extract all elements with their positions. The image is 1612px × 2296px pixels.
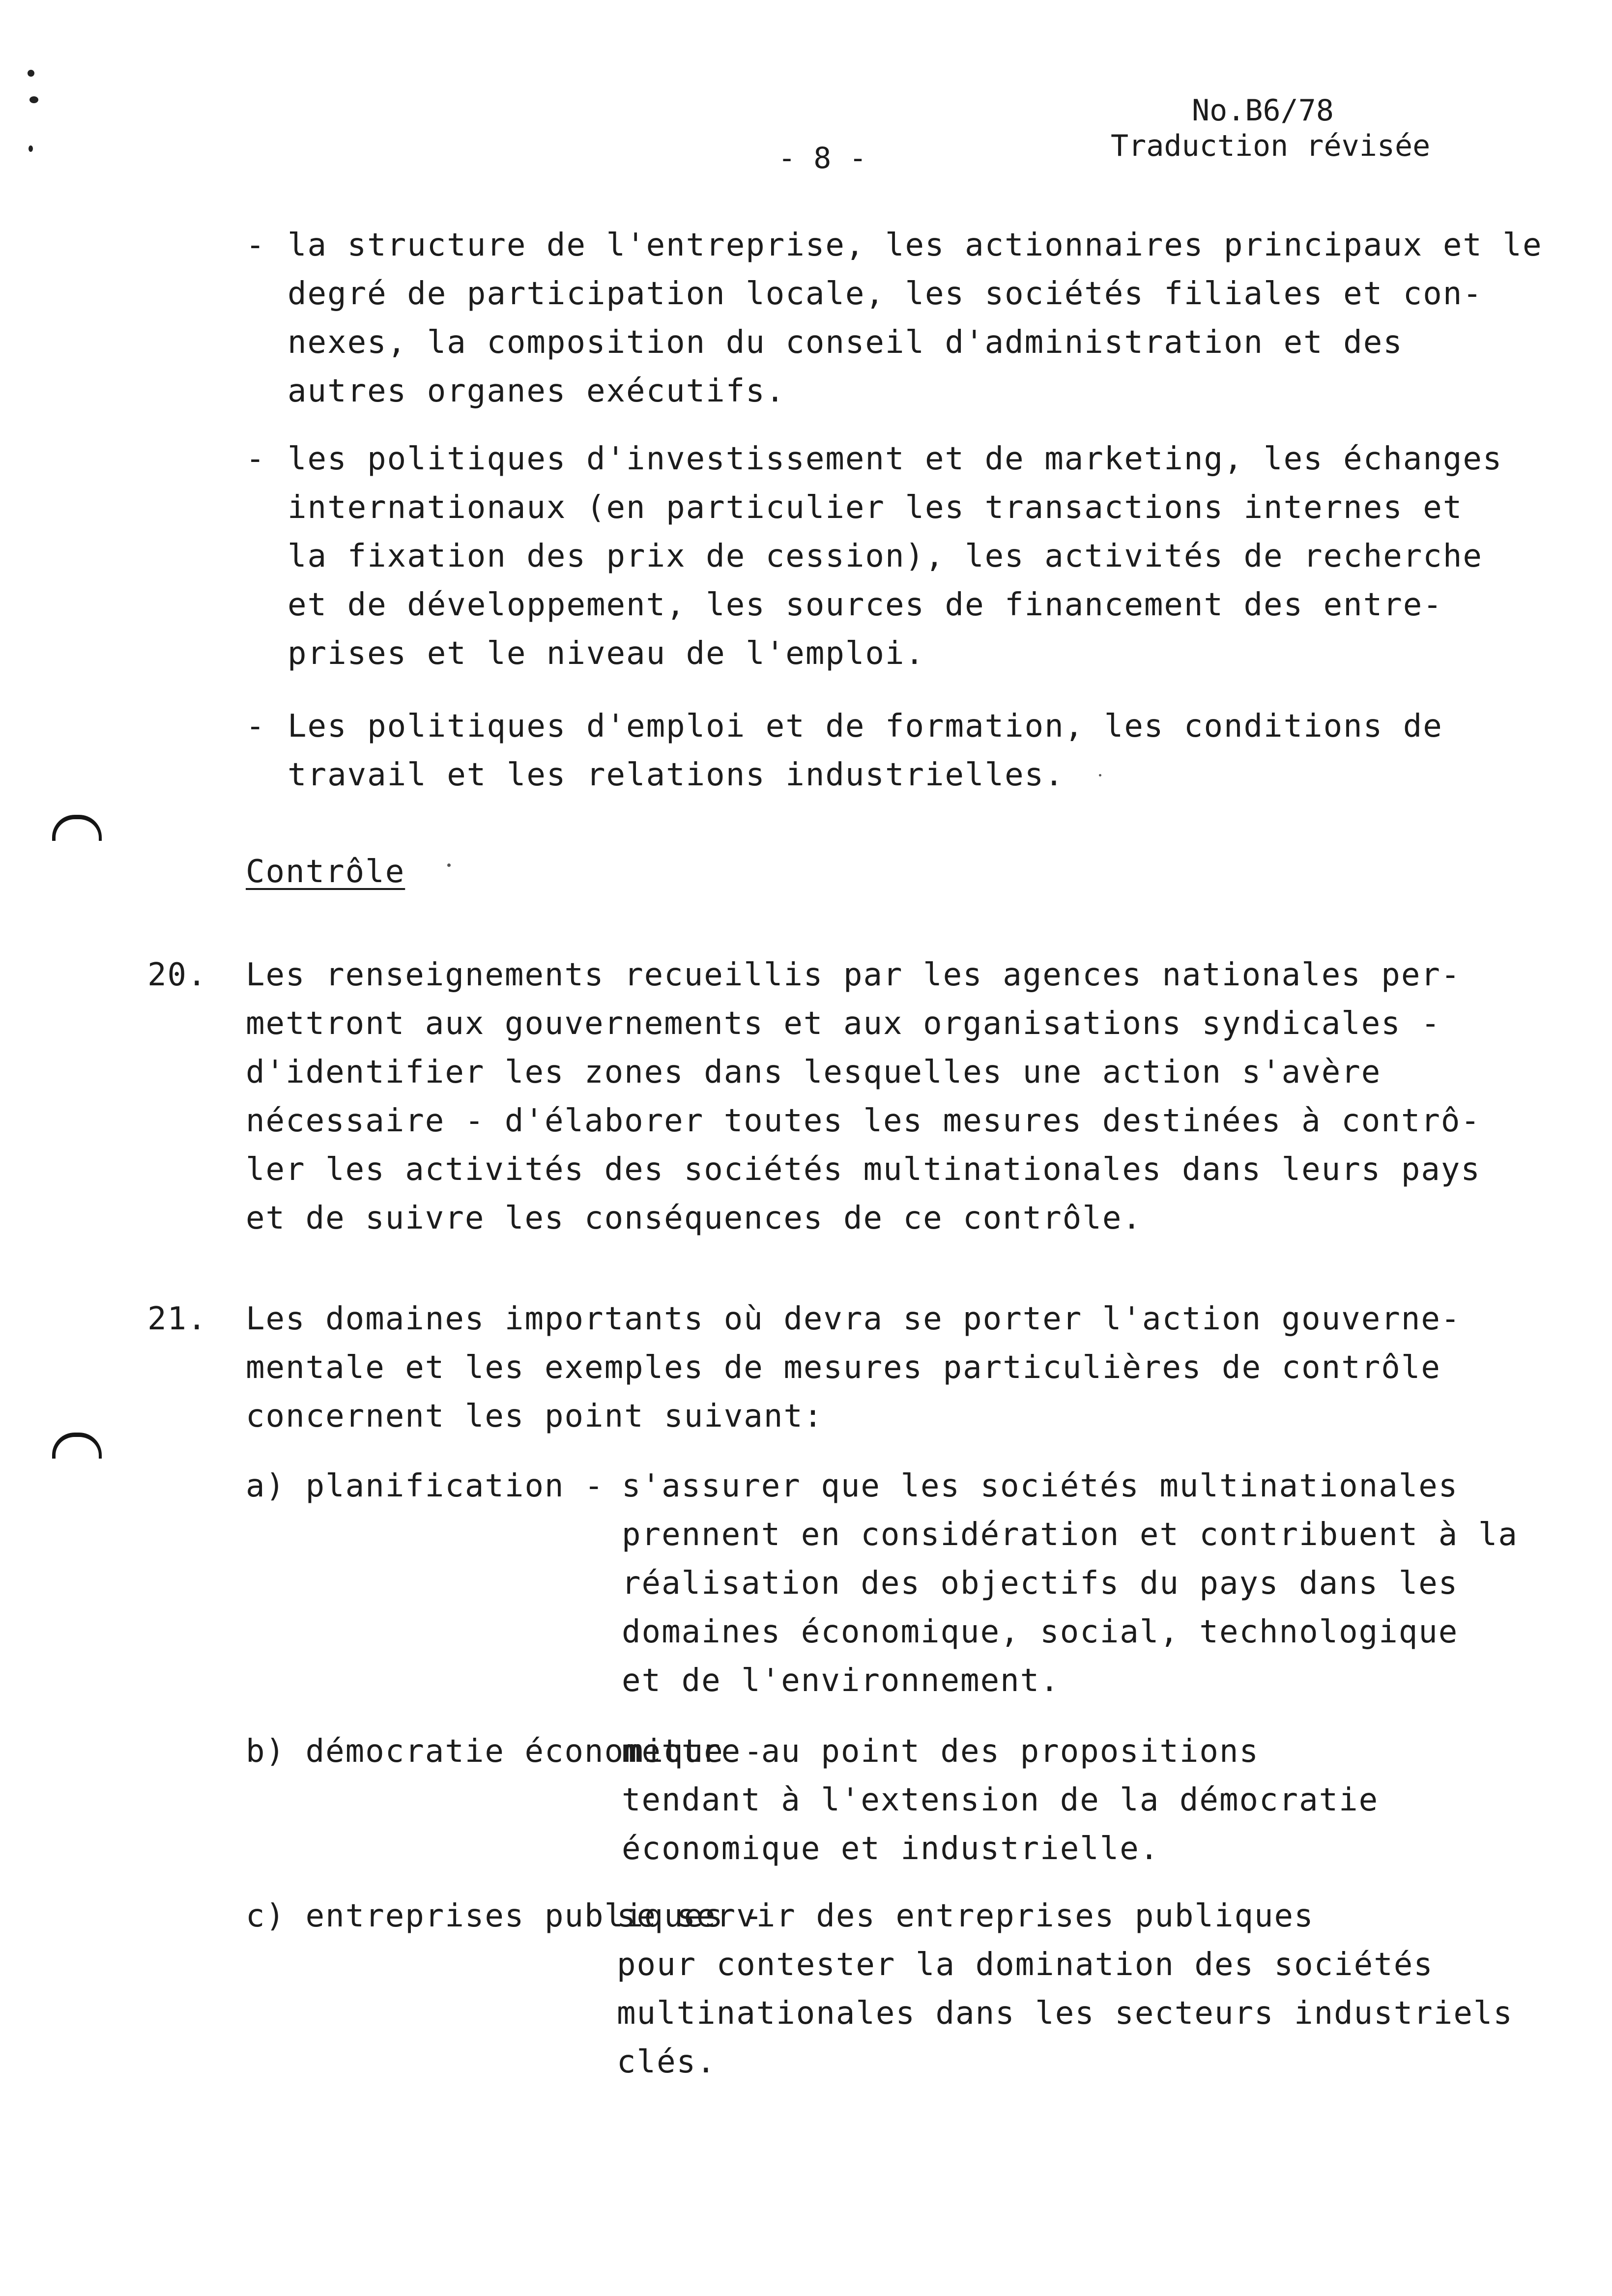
page-number: - 8 - bbox=[778, 141, 867, 175]
text-line: Les politiques d'emploi et de formation, les conditions de bbox=[288, 708, 1443, 745]
text-line: nécessaire - d'élaborer toutes les mesures destinées à contrô- bbox=[246, 1103, 1481, 1139]
bullet-item bbox=[288, 435, 1502, 678]
item-label: c) entreprises publiques - bbox=[246, 1898, 764, 1934]
text-line: économique et industrielle. bbox=[622, 1831, 1160, 1867]
bullet-dash: - bbox=[246, 708, 266, 745]
text-line: mettre au point des propositions bbox=[622, 1733, 1259, 1770]
paragraph-number: 21. bbox=[147, 1301, 207, 1337]
text-line: s'assurer que les sociétés multinationales bbox=[622, 1468, 1459, 1504]
text-line: ler les activités des sociétés multinationales dans leurs pays bbox=[246, 1151, 1481, 1188]
text-line: la fixation des prix de cession), les activités de recherche bbox=[288, 538, 1483, 574]
bullet-item bbox=[288, 221, 1542, 416]
text-line: prises et le niveau de l'emploi. bbox=[288, 635, 925, 672]
paragraph bbox=[246, 1295, 1461, 1441]
text-line: et de l'environnement. bbox=[622, 1663, 1060, 1699]
text-line: prennent en considération et contribuent à la bbox=[622, 1517, 1518, 1553]
text-line: nexes, la composition du conseil d'administration et des bbox=[288, 324, 1403, 361]
scan-speck bbox=[447, 863, 451, 867]
text-line: mentale et les exemples de mesures particulières de contrôle bbox=[246, 1349, 1441, 1386]
text-line: pour contester la domination des sociétés bbox=[617, 1947, 1434, 1983]
text-line: réalisation des objectifs du pays dans les bbox=[622, 1565, 1459, 1602]
text-line: d'identifier les zones dans lesquelles une action s'avère bbox=[246, 1054, 1382, 1091]
text-line: mettront aux gouvernements et aux organisations syndicales - bbox=[246, 1005, 1441, 1042]
bullet-dash: - bbox=[246, 441, 266, 477]
document-subtitle: Traduction révisée bbox=[1111, 129, 1431, 163]
bullet-dash: - bbox=[246, 227, 266, 263]
text-line: domaines économique, social, technologique bbox=[622, 1614, 1459, 1650]
text-line: degré de participation locale, les sociétés filiales et con- bbox=[288, 276, 1483, 312]
text-line: internationaux (en particulier les transactions internes et bbox=[288, 489, 1463, 526]
paragraph-number: 20. bbox=[147, 957, 207, 993]
item-text bbox=[617, 1892, 1513, 2087]
item-label: a) planification - bbox=[246, 1468, 604, 1504]
scan-mark bbox=[28, 70, 34, 77]
text-line: multinationales dans les secteurs industriels bbox=[617, 1995, 1513, 2032]
text-line: se servir des entreprises publiques bbox=[617, 1898, 1314, 1934]
paragraph bbox=[246, 951, 1481, 1243]
text-line: autres organes exécutifs. bbox=[288, 373, 786, 409]
punch-hole-mark bbox=[52, 1433, 102, 1459]
text-line: clés. bbox=[617, 2044, 717, 2080]
item-text bbox=[622, 1462, 1518, 1705]
item-text bbox=[622, 1727, 1379, 1873]
document-reference: No.B6/78 bbox=[1192, 93, 1334, 128]
scan-mark bbox=[29, 145, 33, 152]
text-line: la structure de l'entreprise, les actionnaires principaux et le bbox=[288, 227, 1543, 263]
text-line: et de développement, les sources de financement des entre- bbox=[288, 587, 1443, 623]
text-line: tendant à l'extension de la démocratie bbox=[622, 1782, 1379, 1818]
item-label: b) démocratie économique - bbox=[246, 1733, 764, 1770]
text-line: travail et les relations industrielles. bbox=[288, 757, 1065, 793]
text-line: et de suivre les conséquences de ce contrôle. bbox=[246, 1200, 1142, 1236]
text-line: concernent les point suivant: bbox=[246, 1398, 824, 1435]
bullet-item bbox=[288, 702, 1443, 800]
punch-hole-mark bbox=[52, 815, 102, 841]
text-line: Les renseignements recueillis par les agences nationales per- bbox=[246, 957, 1461, 993]
scan-mark bbox=[29, 96, 38, 103]
text-line: les politiques d'investissement et de marketing, les échanges bbox=[288, 441, 1503, 477]
section-heading: Contrôle bbox=[246, 854, 405, 890]
text-line: Les domaines importants où devra se porter l'action gouverne- bbox=[246, 1301, 1461, 1337]
